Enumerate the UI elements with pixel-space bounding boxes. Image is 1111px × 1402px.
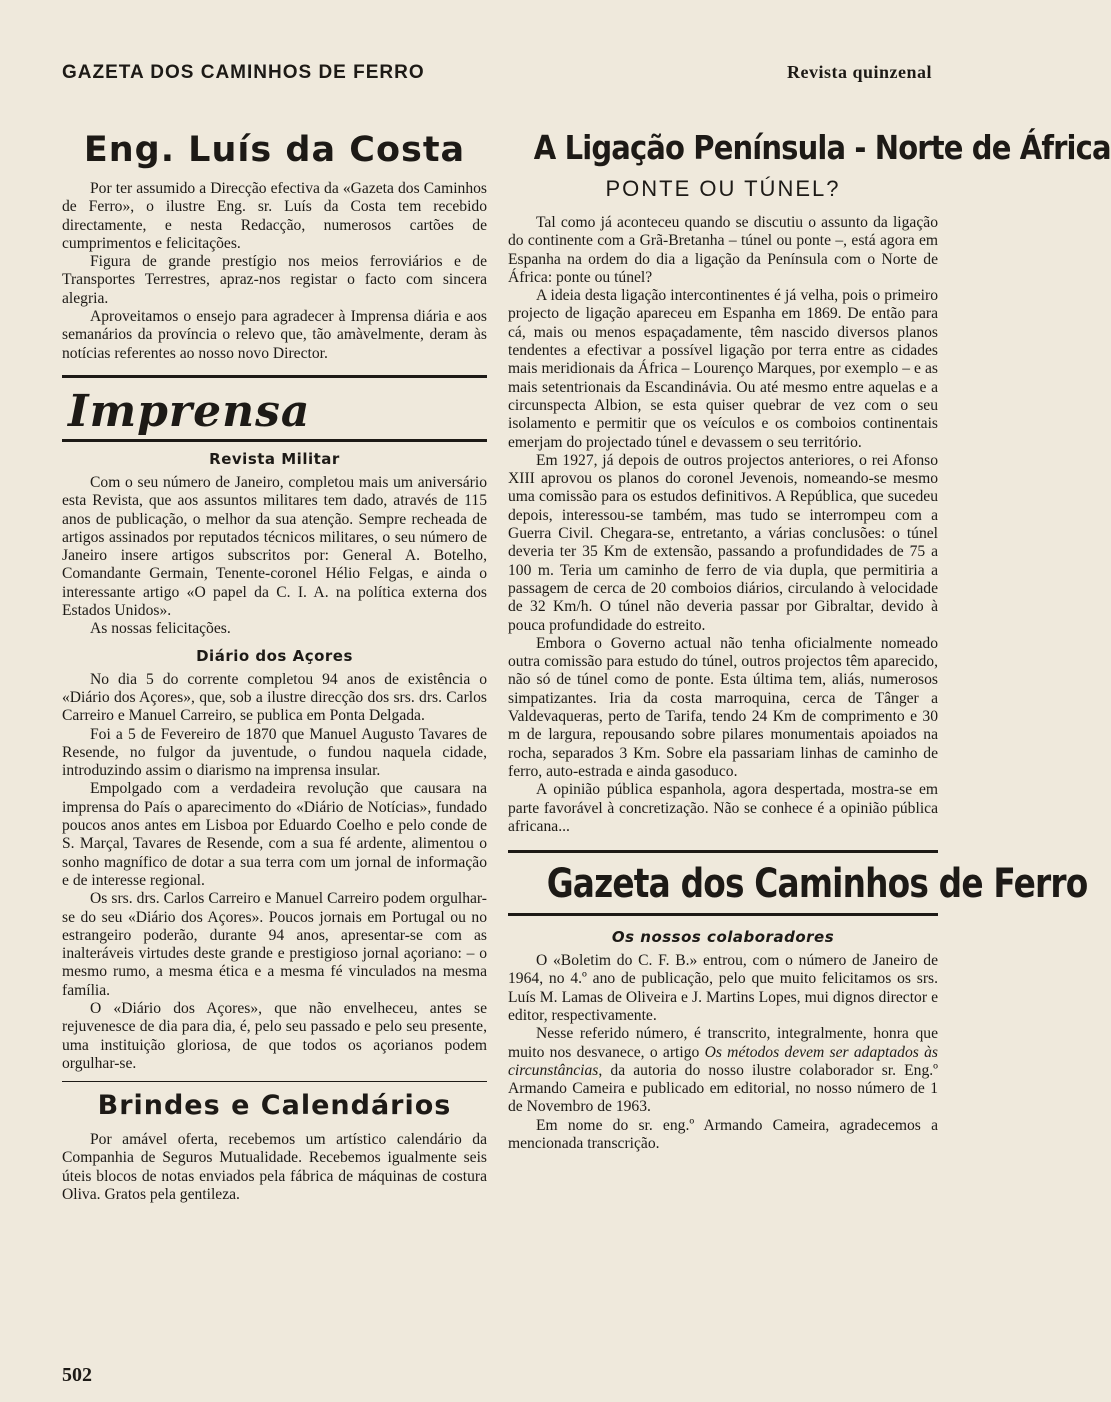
ligacao-paragraph: Embora o Governo actual não tenha oficialmente nomeado outra comissão para estudo do túnel, outros projectos têm aparecido, não só de túnel como de ponte. Esta última tem, aliás, numerosos simpatizantes. Iria da costa marroquina, cerca de Tânger a Valdevaqueras, perto de Tarifa, tendo 24 Km de comprimento e 30 m de largura, repousando sobre pilares monumentais apoiados na rocha, separados 3 Km. Sobre ela passariam linhas de caminho de ferro, auto-estrada e ainda gasoduco. [508, 634, 938, 780]
gazeta-text: Nesse referido número, é transcrito, integralmente, honra que muito nos desvanece, o artigo [508, 1025, 938, 1061]
ligacao-subtitle: PONTE OU TÚNEL? [605, 176, 841, 201]
brindes-title: Brindes e Calendários [97, 1090, 452, 1122]
revista-militar-heading: Revista Militar [209, 449, 340, 468]
gazeta-paragraph: O «Boletim do C. F. B.» entrou, com o número de Janeiro de 1964, no 4.º ano de publicação, pelo que muito felicitamos os srs. Luís M. Lamas de Oliveira e J. Martins Lopes, mui dignos director e editor, respectivamente. [508, 952, 938, 1024]
page-number: 502 [62, 1364, 92, 1386]
costa-paragraph: Por ter assumido a Direcção efectiva da «Gazeta dos Caminhos de Ferro», o ilustre Eng. sr. Luís da Costa tem recebido directamente, e nesta Redacção, numerosos cartões de cumprimentos e felicitações. [62, 180, 487, 252]
section-divider [62, 1081, 487, 1082]
imprensa-title: Imprensa [68, 385, 311, 437]
section-divider [508, 850, 938, 853]
right-column [508, 118, 1111, 1153]
revista-militar-paragraph: As nossas felicitações. [90, 620, 231, 638]
diario-acores-paragraph: O «Diário dos Açores», que não envelheceu, antes se rejuvenesce de dia para dia, é, pelo seu passado e pelo seu presente, uma instituição gloriosa, de que todos os açorianos podem orgulhar-se. [62, 999, 487, 1072]
diario-acores-paragraph: Os srs. drs. Carlos Carreiro e Manuel Carreiro podem orgulhar-se do seu «Diário dos Açores». Poucos jornais em Portugal ou no estrangeiro poderão, durante 94 anos, apresentar-se com as inalteráveis virtudes deste grande e prestigioso jornal açoriano: – o mesmo rumo, a mesma ética e a mesma fé vinculados na mesma família. [62, 890, 487, 999]
colaboradores-heading: Os nossos colaboradores [611, 928, 835, 947]
gazeta-paragraph: Em nome do sr. eng.º Armando Cameira, agradecemos a mencionada transcrição. [508, 1116, 938, 1153]
diario-acores-heading: Diário dos Açores [196, 646, 353, 665]
costa-paragraph: Figura de grande prestígio nos meios ferroviários e de Transportes Terrestres, apraz-nos registar o facto com sincera alegria. [62, 253, 487, 307]
ligacao-title: A Ligação Península - Norte de África [533, 128, 1111, 167]
diario-acores-paragraph: Empolgado com a verdadeira revolução que causara na imprensa do País o aparecimento do «Diário de Notícias», fundado poucos anos antes em Lisboa por Eduardo Coelho e pelo conde de S. Marçal, Tavares de Resende, com a sua fé ardente, alimentou o sonho magnífico de dotar a sua terra com um jornal de informação e de interesse regional. [62, 780, 487, 889]
diario-acores-paragraph: Foi a 5 de Fevereiro de 1870 que Manuel Augusto Tavares de Resende, no fulgor da juventude, o fundou naquela cidade, introduzindo assim o diarismo na imprensa insular. [62, 725, 487, 780]
ligacao-paragraph: Tal como já aconteceu quando se discutiu o assunto da ligação do continente com a Grã-Bretanha – túnel ou ponte –, está agora em Espanha na ordem do dia a ligação da Península com o Norte de África: ponte ou túnel? [508, 214, 938, 286]
gazeta-text: , da autoria do nosso ilustre colaborador sr. Eng.º Armando Cameira e publicado em editorial, no nosso número de 1 de Novembro de 1963. [508, 1061, 938, 1116]
brindes-paragraph: Por amável oferta, recebemos um artístico calendário da Companhia de Seguros Mutualidade. Recebemos igualmente seis úteis blocos de notas enviados pela fábrica de máquinas de costura Oliva. Gratos pela gentileza. [62, 1131, 487, 1204]
gazeta-paragraph [508, 1025, 938, 1116]
section-divider [508, 913, 938, 916]
left-column [62, 118, 487, 1204]
ligacao-paragraph: Em 1927, já depois de outros projectos anteriores, o rei Afonso XIII aprovou os planos do coronel Jevenois, nomeando-se mesmo uma comissão para os estudos definitivos. A República, que sucedeu depois, interessou-se também, mas tudo se interrompeu com a Guerra Civil. Chegara-se, entretanto, a várias conclusões: o túnel deveria ter 35 Km de extensão, passando a profundidades de 75 a 100 m. Teria um caminho de ferro de via dupla, que permitiria a passagem de cerca de 20 comboios diários, circulando à velocidade de 32 Km/h. O túnel não deveria passar por Gibraltar, devido à pouca profundidade do estreito. [508, 451, 938, 634]
costa-paragraph: Aproveitamos o ensejo para agradecer à Imprensa diária e aos semanários da província o relevo que, tão amàvelmente, deram às notícias referentes ao nosso novo Director. [62, 308, 487, 362]
gazeta-title: Gazeta dos Caminhos de Ferro [546, 861, 1088, 908]
section-divider [62, 375, 487, 378]
publication-header: GAZETA DOS CAMINHOS DE FERRO [62, 62, 425, 83]
frequency-header: Revista quinzenal [786, 62, 932, 82]
costa-title: Eng. Luís da Costa [83, 130, 466, 170]
article-title-italic: Os métodos devem ser adaptados às circunstâncias [508, 1043, 938, 1079]
ligacao-paragraph: A ideia desta ligação intercontinentes é já velha, pois o primeiro projecto de ligação apareceu em Espanha em 1869. De então para cá, mais ou menos espaçadamente, têm nascido diversos planos tendentes a efectivar a possível ligação por terra entre as cidades mais meridionais da África – Lourenço Marques, por exemplo – e as mais setentrionais da Escandinávia. Ou até mesmo entre aquelas e a circunspecta Albion, se esta quiser quebrar de vez com o seu isolamento e permitir que os veículos e os comboios continentais emerjam do projectado túnel e devassem o seu território. [508, 287, 938, 451]
revista-militar-paragraph: Com o seu número de Janeiro, completou mais um aniversário esta Revista, que aos assuntos militares tem dado, através de 115 anos de publicação, o melhor da sua atenção. Sempre recheada de artigos assinados por reputados técnicos militares, o seu número de Janeiro insere artigos subscritos por: General A. Botelho, Comandante Germain, Tenente-coronel Hélio Felgas, e ainda o interessante artigo «O papel da C. I. A. na política externa dos Estados Unidos». [62, 473, 487, 620]
section-divider [62, 439, 487, 442]
ligacao-paragraph: A opinião pública espanhola, agora despertada, mostra-se em parte favorável à concretização. Não se conhece é a opinião pública africana... [508, 781, 938, 835]
diario-acores-paragraph: No dia 5 do corrente completou 94 anos de existência o «Diário dos Açores», que, sob a ilustre direcção dos srs. drs. Carlos Carreiro e Manuel Carreiro, se publica em Ponta Delgada. [62, 670, 487, 725]
